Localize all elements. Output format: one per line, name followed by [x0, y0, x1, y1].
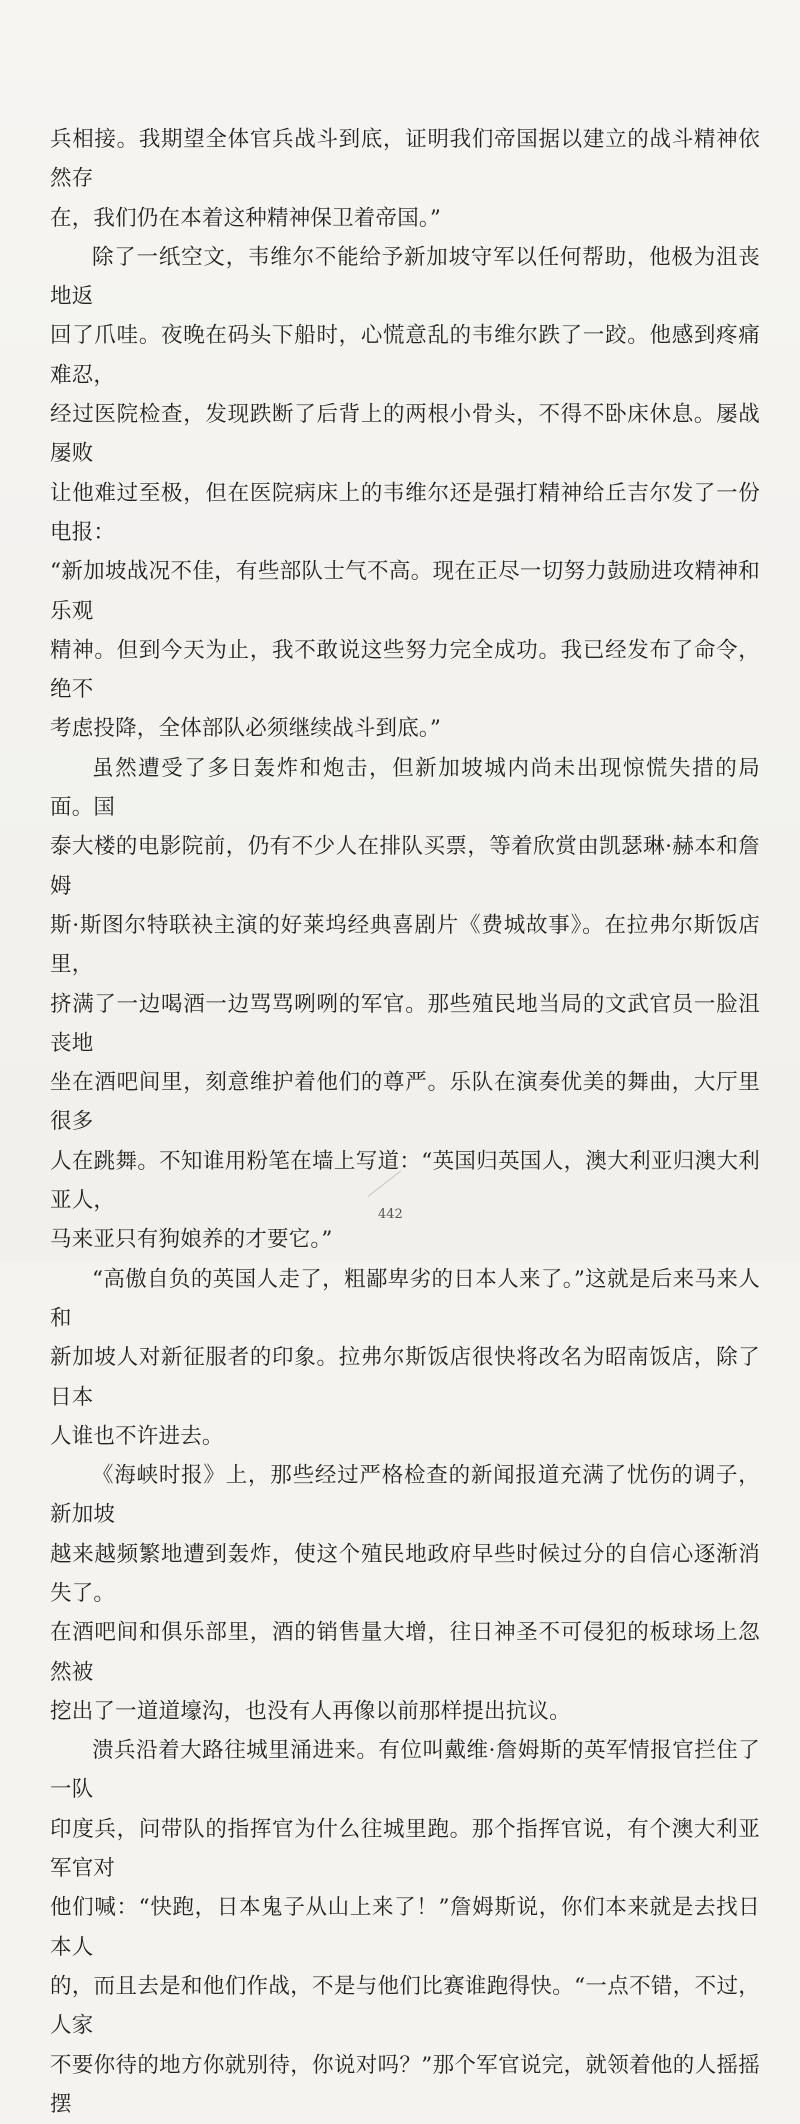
paragraph-1: 兵相接。我期望全体官兵战斗到底，证明我们帝国据以建立的战斗精神依然存 在，我们仍在本着这种精神保卫着帝国。” — [50, 127, 760, 231]
page-number: 442 — [378, 1207, 403, 1222]
paragraph-4: “高傲自负的英国人走了，粗鄙卑劣的日本人来了。”这就是后来马来人和 新加坡人对新征服者的印象。拉弗尔斯饭店很快将改名为昭南饭店，除了日本 人谁也不许进去。 — [50, 1266, 760, 1449]
paragraph-3: 虽然遭受了多日轰炸和炮击，但新加坡城内尚未出现惊慌失措的局面。国 泰大楼的电影院前，仍有不少人在排队买票，等着欣赏由凯瑟琳·赫本和詹姆 斯·斯图尔特联袂主演的好莱坞经典喜剧片《费城故事》。在拉弗尔斯饭店里， 挤满了一边喝酒一边骂骂咧咧的军官。那些殖民地当局的文武官员一脸沮丧地 坐在酒吧间里，刻意维护着他们的尊严。乐队在演奏优美的舞曲，大厅里很多 人在跳舞。不知谁用粉笔在墙上写道：“英国归英国人，澳大利亚归澳大利亚人， 马来亚只有狗娘养的才要它。” — [50, 755, 760, 1253]
paragraph-2: 除了一纸空文，韦维尔不能给予新加坡守军以任何帮助，他极为沮丧地返 回了爪哇。夜晚在码头下船时，心慌意乱的韦维尔跌了一跤。他感到疼痛难忍， 经过医院检查，发现跌断了后背上的两根小骨头，不得不卧床休息。屡战屡败 让他难过至极，但在医院病床上的韦维尔还是强打精神给丘吉尔发了一份电报： “新加坡战况不佳，有些部队士气不高。现在正尽一切努力鼓励进攻精神和乐观 精神。但到今天为止，我不敢说这些努力完全成功。我已经发布了命令，绝不 考虑投降，全体部队必须继续战斗到底。” — [50, 244, 760, 742]
body-text — [50, 120, 760, 2124]
paragraph-5: 《海峡时报》上，那些经过严格检查的新闻报道充满了忧伤的调子，新加坡 越来越频繁地遭到轰炸，使这个殖民地政府早些时候过分的自信心逐渐消失了。 在酒吧间和俱乐部里，酒的销售量大增，往日神圣不可侵犯的板球场上忽然被 挖出了一道道壕沟，也没有人再像以前那样提出抗议。 — [50, 1463, 760, 1724]
paragraph-6: 溃兵沿着大路往城里涌进来。有位叫戴维·詹姆斯的英军情报官拦住了一队 印度兵，问带队的指挥官为什么往城里跑。那个指挥官说，有个澳大利亚军官对 他们喊：“快跑，日本鬼子从山上来了！”詹姆斯说，你们本来就是去找日本人 的，而且去是和他们作战，不是与他们比赛谁跑得快。“一点不错，不过，人家 不要你待的地方你就别待，你说对吗？”那个军官说完，就领着他的人摇摇摆 — [50, 1738, 760, 2117]
